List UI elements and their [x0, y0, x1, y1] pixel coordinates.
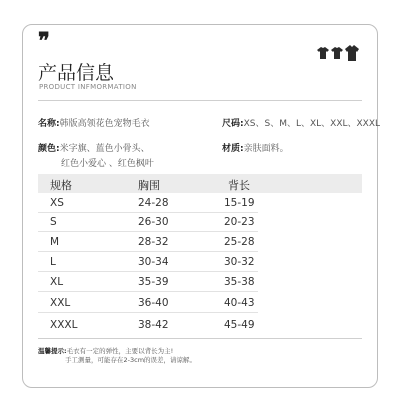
tshirt-large-icon [345, 45, 359, 61]
cell-chest: 36-40 [138, 297, 169, 309]
cell-back: 15-19 [224, 197, 255, 209]
cell-back: 20-23 [224, 216, 255, 228]
size-label: 尺码: [222, 119, 244, 129]
header-chest: 胸围 [138, 179, 160, 192]
page-title: 产品信息 [38, 62, 115, 84]
cell-size: L [50, 256, 56, 268]
row-divider [38, 312, 258, 313]
cell-back: 30-32 [224, 256, 255, 268]
note-line2: 手工测量，可能存在2-3cm的误差，请谅解。 [65, 356, 197, 364]
row-divider [38, 231, 258, 232]
table-header [38, 174, 362, 193]
cell-size: XXL [50, 297, 71, 309]
cell-size: S [50, 216, 57, 228]
care-note [38, 346, 173, 355]
cell-chest: 28-32 [138, 236, 169, 248]
page-subtitle: PRODUCT INFMORMATION [39, 83, 137, 91]
cell-size: XS [50, 197, 64, 209]
cell-chest: 35-39 [138, 276, 169, 288]
divider [38, 338, 362, 339]
color-value-line2: 红色小爱心 、红色枫叶 [61, 159, 154, 169]
color-value-line1: 米字旗、蓝色小骨头、 [59, 144, 150, 154]
color-label: 颜色: [38, 144, 60, 154]
material-value: 亲肤面料。 [243, 144, 289, 154]
quote-mark-icon: ❞ [38, 28, 50, 54]
cell-chest: 38-42 [138, 319, 169, 331]
note-line1: 毛衣有一定的弹性，主要以背长为主! [66, 347, 174, 355]
row-divider [38, 212, 258, 213]
header-back: 背长 [228, 179, 250, 192]
material-attribute [222, 141, 289, 154]
name-attribute [38, 116, 150, 129]
name-value: 韩版高领花色宠物毛衣 [59, 119, 150, 129]
material-label: 材质: [222, 144, 244, 154]
cell-back: 40-43 [224, 297, 255, 309]
cell-size: XL [50, 276, 64, 288]
size-attribute [222, 116, 380, 129]
name-label: 名称: [38, 119, 60, 129]
color-attribute [38, 141, 150, 154]
cell-size: XXXL [50, 319, 78, 331]
shirt-icon [317, 47, 329, 59]
header-size: 规格 [50, 179, 72, 192]
cell-chest: 26-30 [138, 216, 169, 228]
row-divider [38, 271, 258, 272]
clothing-icons [316, 44, 360, 64]
cell-size: M [50, 236, 60, 248]
cell-back: 25-28 [224, 236, 255, 248]
cell-back: 35-38 [224, 276, 255, 288]
row-divider [38, 251, 258, 252]
row-divider [38, 291, 258, 292]
size-value: XS、S、M、L、XL、XXL、XXXL [243, 119, 381, 129]
cell-chest: 24-28 [138, 197, 169, 209]
cell-chest: 30-34 [138, 256, 169, 268]
note-label: 温馨提示: [38, 347, 67, 355]
cell-back: 45-49 [224, 319, 255, 331]
divider [38, 100, 362, 101]
tshirt-icon [331, 47, 343, 59]
